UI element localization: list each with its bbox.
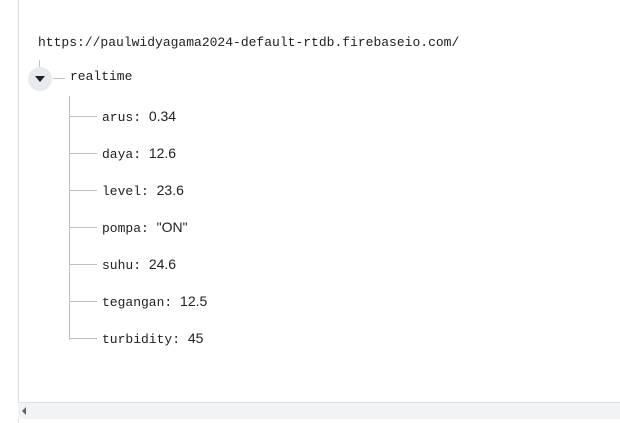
node-key: turbidity xyxy=(102,332,173,347)
branch-line xyxy=(69,338,97,339)
root-connector-line xyxy=(53,78,65,79)
child-node-tegangan[interactable]: tegangan: 12.5 xyxy=(69,290,469,314)
caret-down-icon xyxy=(35,76,45,82)
node-value[interactable]: 12.6 xyxy=(148,145,177,161)
child-node-turbidity[interactable]: turbidity: 45 xyxy=(69,327,469,351)
branch-line xyxy=(69,227,97,228)
root-node-row[interactable] xyxy=(19,64,319,94)
child-node-pompa[interactable]: pompa: "ON" xyxy=(69,216,469,240)
node-value[interactable]: "ON" xyxy=(156,219,188,235)
node-key: pompa xyxy=(102,221,142,236)
child-node-level[interactable]: level: 23.6 xyxy=(69,179,469,203)
branch-line xyxy=(69,190,97,191)
node-value[interactable]: 12.5 xyxy=(180,293,208,309)
branch-line xyxy=(69,116,97,117)
child-node-suhu[interactable]: suhu: 24.6 xyxy=(69,253,469,277)
branch-line xyxy=(69,264,97,265)
database-tree-panel xyxy=(18,0,620,423)
node-key: arus xyxy=(102,110,134,125)
node-value[interactable]: 23.6 xyxy=(156,182,184,198)
child-node-daya[interactable]: daya: 12.6 xyxy=(69,142,469,166)
collapse-toggle-icon[interactable] xyxy=(28,67,52,91)
database-url[interactable]: https://paulwidyagama2024-default-rtdb.firebaseio.com/ xyxy=(38,35,460,50)
node-key: tegangan xyxy=(102,295,165,310)
child-node-arus[interactable]: arus: 0.34 xyxy=(69,105,469,129)
branch-line xyxy=(69,153,97,154)
node-key: suhu xyxy=(102,258,134,273)
node-value[interactable]: 45 xyxy=(187,330,204,346)
arrow-left-icon[interactable] xyxy=(22,407,26,415)
node-value[interactable]: 0.34 xyxy=(148,108,177,124)
node-key: level xyxy=(102,184,142,199)
node-key: daya xyxy=(102,147,134,162)
horizontal-scrollbar[interactable] xyxy=(18,402,620,419)
branch-line xyxy=(69,301,97,302)
root-node-key[interactable]: realtime xyxy=(70,69,133,84)
node-value[interactable]: 24.6 xyxy=(148,256,177,272)
